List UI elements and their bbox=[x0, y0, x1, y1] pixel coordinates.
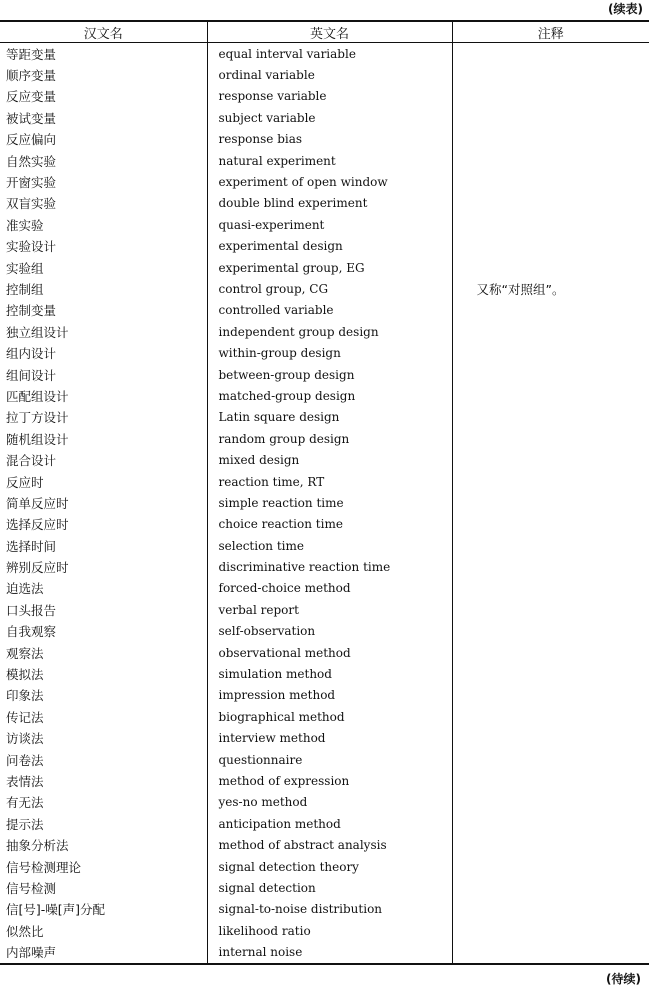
english-term: independent group design bbox=[207, 321, 452, 342]
table-row bbox=[0, 492, 649, 513]
note-cell bbox=[452, 792, 649, 813]
english-term: Latin square design bbox=[207, 407, 452, 428]
table-row bbox=[0, 941, 649, 963]
note-cell bbox=[452, 236, 649, 257]
table-row bbox=[0, 428, 649, 449]
english-term: impression method bbox=[207, 685, 452, 706]
table-row bbox=[0, 64, 649, 85]
chinese-term: 准实验 bbox=[6, 217, 44, 233]
chinese-term: 问卷法 bbox=[6, 752, 44, 768]
table-row bbox=[0, 770, 649, 791]
english-term: experiment of open window bbox=[207, 171, 452, 192]
note-cell bbox=[452, 514, 649, 535]
note-cell bbox=[452, 321, 649, 342]
note-cell bbox=[452, 385, 649, 406]
note-cell bbox=[452, 642, 649, 663]
english-term: method of expression bbox=[207, 770, 452, 791]
english-term: between-group design bbox=[207, 364, 452, 385]
chinese-term: 混合设计 bbox=[6, 453, 57, 469]
table-row bbox=[0, 107, 649, 128]
table-row bbox=[0, 214, 649, 235]
note-cell bbox=[452, 556, 649, 577]
table-row bbox=[0, 236, 649, 257]
note-cell bbox=[452, 599, 649, 620]
note-cell: 又称“对照组”。 bbox=[452, 278, 649, 299]
chinese-term: 抽象分析法 bbox=[6, 838, 69, 854]
english-term: experimental design bbox=[207, 236, 452, 257]
chinese-term: 信号检测理论 bbox=[6, 859, 82, 875]
note-cell bbox=[452, 428, 649, 449]
english-term: response bias bbox=[207, 129, 452, 150]
english-term: simple reaction time bbox=[207, 492, 452, 513]
table-row bbox=[0, 43, 649, 65]
chinese-term: 访谈法 bbox=[6, 731, 44, 747]
english-term: self-observation bbox=[207, 621, 452, 642]
header-row bbox=[0, 21, 649, 43]
chinese-term: 信[号]-噪[声]分配 bbox=[6, 902, 106, 918]
english-term: anticipation method bbox=[207, 813, 452, 834]
chinese-term: 独立组设计 bbox=[6, 324, 69, 340]
chinese-term: 信号检测 bbox=[6, 880, 57, 896]
english-term: signal detection theory bbox=[207, 856, 452, 877]
header-chinese-name: 汉文名 bbox=[0, 21, 207, 43]
table-row bbox=[0, 449, 649, 470]
header-note: 注释 bbox=[452, 21, 649, 43]
table-row bbox=[0, 129, 649, 150]
chinese-term: 拉丁方设计 bbox=[6, 410, 69, 426]
chinese-term: 似然比 bbox=[6, 923, 44, 939]
note-cell bbox=[452, 899, 649, 920]
note-cell bbox=[452, 856, 649, 877]
table-row bbox=[0, 364, 649, 385]
english-term: verbal report bbox=[207, 599, 452, 620]
table-row bbox=[0, 685, 649, 706]
table-row bbox=[0, 621, 649, 642]
english-term: natural experiment bbox=[207, 150, 452, 171]
chinese-term: 有无法 bbox=[6, 795, 44, 811]
english-term: matched-group design bbox=[207, 385, 452, 406]
chinese-term: 内部噪声 bbox=[6, 945, 57, 961]
header-english-name: 英文名 bbox=[207, 21, 452, 43]
chinese-term: 随机组设计 bbox=[6, 431, 69, 447]
note-cell bbox=[452, 471, 649, 492]
english-term: signal detection bbox=[207, 877, 452, 898]
table-row bbox=[0, 150, 649, 171]
chinese-term: 口头报告 bbox=[6, 602, 57, 618]
english-term: yes-no method bbox=[207, 792, 452, 813]
chinese-term: 开窗实验 bbox=[6, 175, 57, 191]
table-row bbox=[0, 86, 649, 107]
chinese-term: 反应变量 bbox=[6, 89, 57, 105]
english-term: controlled variable bbox=[207, 300, 452, 321]
note-cell bbox=[452, 728, 649, 749]
chinese-term: 自我观察 bbox=[6, 624, 57, 640]
note-cell bbox=[452, 342, 649, 363]
note-cell bbox=[452, 535, 649, 556]
english-term: choice reaction time bbox=[207, 514, 452, 535]
note-cell bbox=[452, 578, 649, 599]
table-row bbox=[0, 834, 649, 855]
english-term: forced-choice method bbox=[207, 578, 452, 599]
table-row bbox=[0, 385, 649, 406]
note-cell bbox=[452, 214, 649, 235]
english-term: response variable bbox=[207, 86, 452, 107]
chinese-term: 模拟法 bbox=[6, 667, 44, 683]
table-row bbox=[0, 193, 649, 214]
english-term: subject variable bbox=[207, 107, 452, 128]
note-cell bbox=[452, 941, 649, 963]
table-row bbox=[0, 642, 649, 663]
table-row bbox=[0, 706, 649, 727]
table-row bbox=[0, 171, 649, 192]
chinese-term: 等距变量 bbox=[6, 46, 57, 62]
note-cell bbox=[452, 364, 649, 385]
table-row bbox=[0, 535, 649, 556]
english-term: experimental group, EG bbox=[207, 257, 452, 278]
chinese-term: 控制组 bbox=[6, 281, 44, 297]
chinese-term: 组间设计 bbox=[6, 367, 57, 383]
chinese-term: 控制变量 bbox=[6, 303, 57, 319]
table-row bbox=[0, 899, 649, 920]
table-row bbox=[0, 749, 649, 770]
table-row bbox=[0, 599, 649, 620]
english-term: interview method bbox=[207, 728, 452, 749]
chinese-term: 表情法 bbox=[6, 773, 44, 789]
english-term: selection time bbox=[207, 535, 452, 556]
english-term: biographical method bbox=[207, 706, 452, 727]
chinese-term: 匹配组设计 bbox=[6, 388, 69, 404]
note-cell bbox=[452, 86, 649, 107]
english-term: internal noise bbox=[207, 941, 452, 963]
table-row bbox=[0, 578, 649, 599]
chinese-term: 辨别反应时 bbox=[6, 560, 69, 576]
table-row bbox=[0, 278, 649, 299]
table-row bbox=[0, 813, 649, 834]
note-cell bbox=[452, 43, 649, 65]
chinese-term: 简单反应时 bbox=[6, 495, 69, 511]
chinese-term: 反应偏向 bbox=[6, 132, 57, 148]
english-term: random group design bbox=[207, 428, 452, 449]
glossary-table bbox=[0, 20, 649, 965]
table-row bbox=[0, 257, 649, 278]
continued-label: (续表) bbox=[608, 2, 643, 16]
chinese-term: 自然实验 bbox=[6, 153, 57, 169]
chinese-term: 迫选法 bbox=[6, 581, 44, 597]
note-cell bbox=[452, 706, 649, 727]
table-row bbox=[0, 300, 649, 321]
english-term: mixed design bbox=[207, 449, 452, 470]
english-term: signal-to-noise distribution bbox=[207, 899, 452, 920]
table-row bbox=[0, 856, 649, 877]
chinese-term: 印象法 bbox=[6, 688, 44, 704]
note-cell bbox=[452, 621, 649, 642]
to-be-continued-label: (待续) bbox=[606, 972, 641, 986]
note-cell bbox=[452, 813, 649, 834]
table-row bbox=[0, 877, 649, 898]
english-term: within-group design bbox=[207, 342, 452, 363]
note-cell bbox=[452, 770, 649, 791]
chinese-term: 组内设计 bbox=[6, 346, 57, 362]
chinese-term: 反应时 bbox=[6, 474, 44, 490]
table-row bbox=[0, 920, 649, 941]
chinese-term: 传记法 bbox=[6, 709, 44, 725]
chinese-term: 被试变量 bbox=[6, 110, 57, 126]
english-term: control group, CG bbox=[207, 278, 452, 299]
note-cell bbox=[452, 877, 649, 898]
table-row bbox=[0, 514, 649, 535]
english-term: ordinal variable bbox=[207, 64, 452, 85]
english-term: double blind experiment bbox=[207, 193, 452, 214]
english-term: observational method bbox=[207, 642, 452, 663]
chinese-term: 双盲实验 bbox=[6, 196, 57, 212]
table-row bbox=[0, 792, 649, 813]
note-cell bbox=[452, 749, 649, 770]
note-cell bbox=[452, 663, 649, 684]
note-cell bbox=[452, 171, 649, 192]
table-row bbox=[0, 407, 649, 428]
note-cell bbox=[452, 107, 649, 128]
chinese-term: 观察法 bbox=[6, 645, 44, 661]
chinese-term: 实验设计 bbox=[6, 239, 57, 255]
table-row bbox=[0, 471, 649, 492]
chinese-term: 实验组 bbox=[6, 260, 44, 276]
note-cell bbox=[452, 129, 649, 150]
note-cell bbox=[452, 64, 649, 85]
note-cell bbox=[452, 920, 649, 941]
table-row bbox=[0, 728, 649, 749]
chinese-term: 选择时间 bbox=[6, 538, 57, 554]
english-term: simulation method bbox=[207, 663, 452, 684]
english-term: method of abstract analysis bbox=[207, 834, 452, 855]
table-row bbox=[0, 321, 649, 342]
english-term: equal interval variable bbox=[207, 43, 452, 65]
english-term: quasi-experiment bbox=[207, 214, 452, 235]
note-cell bbox=[452, 834, 649, 855]
english-term: reaction time, RT bbox=[207, 471, 452, 492]
note-cell bbox=[452, 150, 649, 171]
english-term: likelihood ratio bbox=[207, 920, 452, 941]
note-cell bbox=[452, 407, 649, 428]
note-cell bbox=[452, 257, 649, 278]
table-row bbox=[0, 663, 649, 684]
chinese-term: 选择反应时 bbox=[6, 517, 69, 533]
note-cell bbox=[452, 449, 649, 470]
table-row bbox=[0, 556, 649, 577]
note-cell bbox=[452, 300, 649, 321]
chinese-term: 顺序变量 bbox=[6, 68, 57, 84]
note-cell bbox=[452, 193, 649, 214]
english-term: questionnaire bbox=[207, 749, 452, 770]
chinese-term: 提示法 bbox=[6, 816, 44, 832]
note-cell bbox=[452, 492, 649, 513]
english-term: discriminative reaction time bbox=[207, 556, 452, 577]
note-cell bbox=[452, 685, 649, 706]
table-row bbox=[0, 342, 649, 363]
